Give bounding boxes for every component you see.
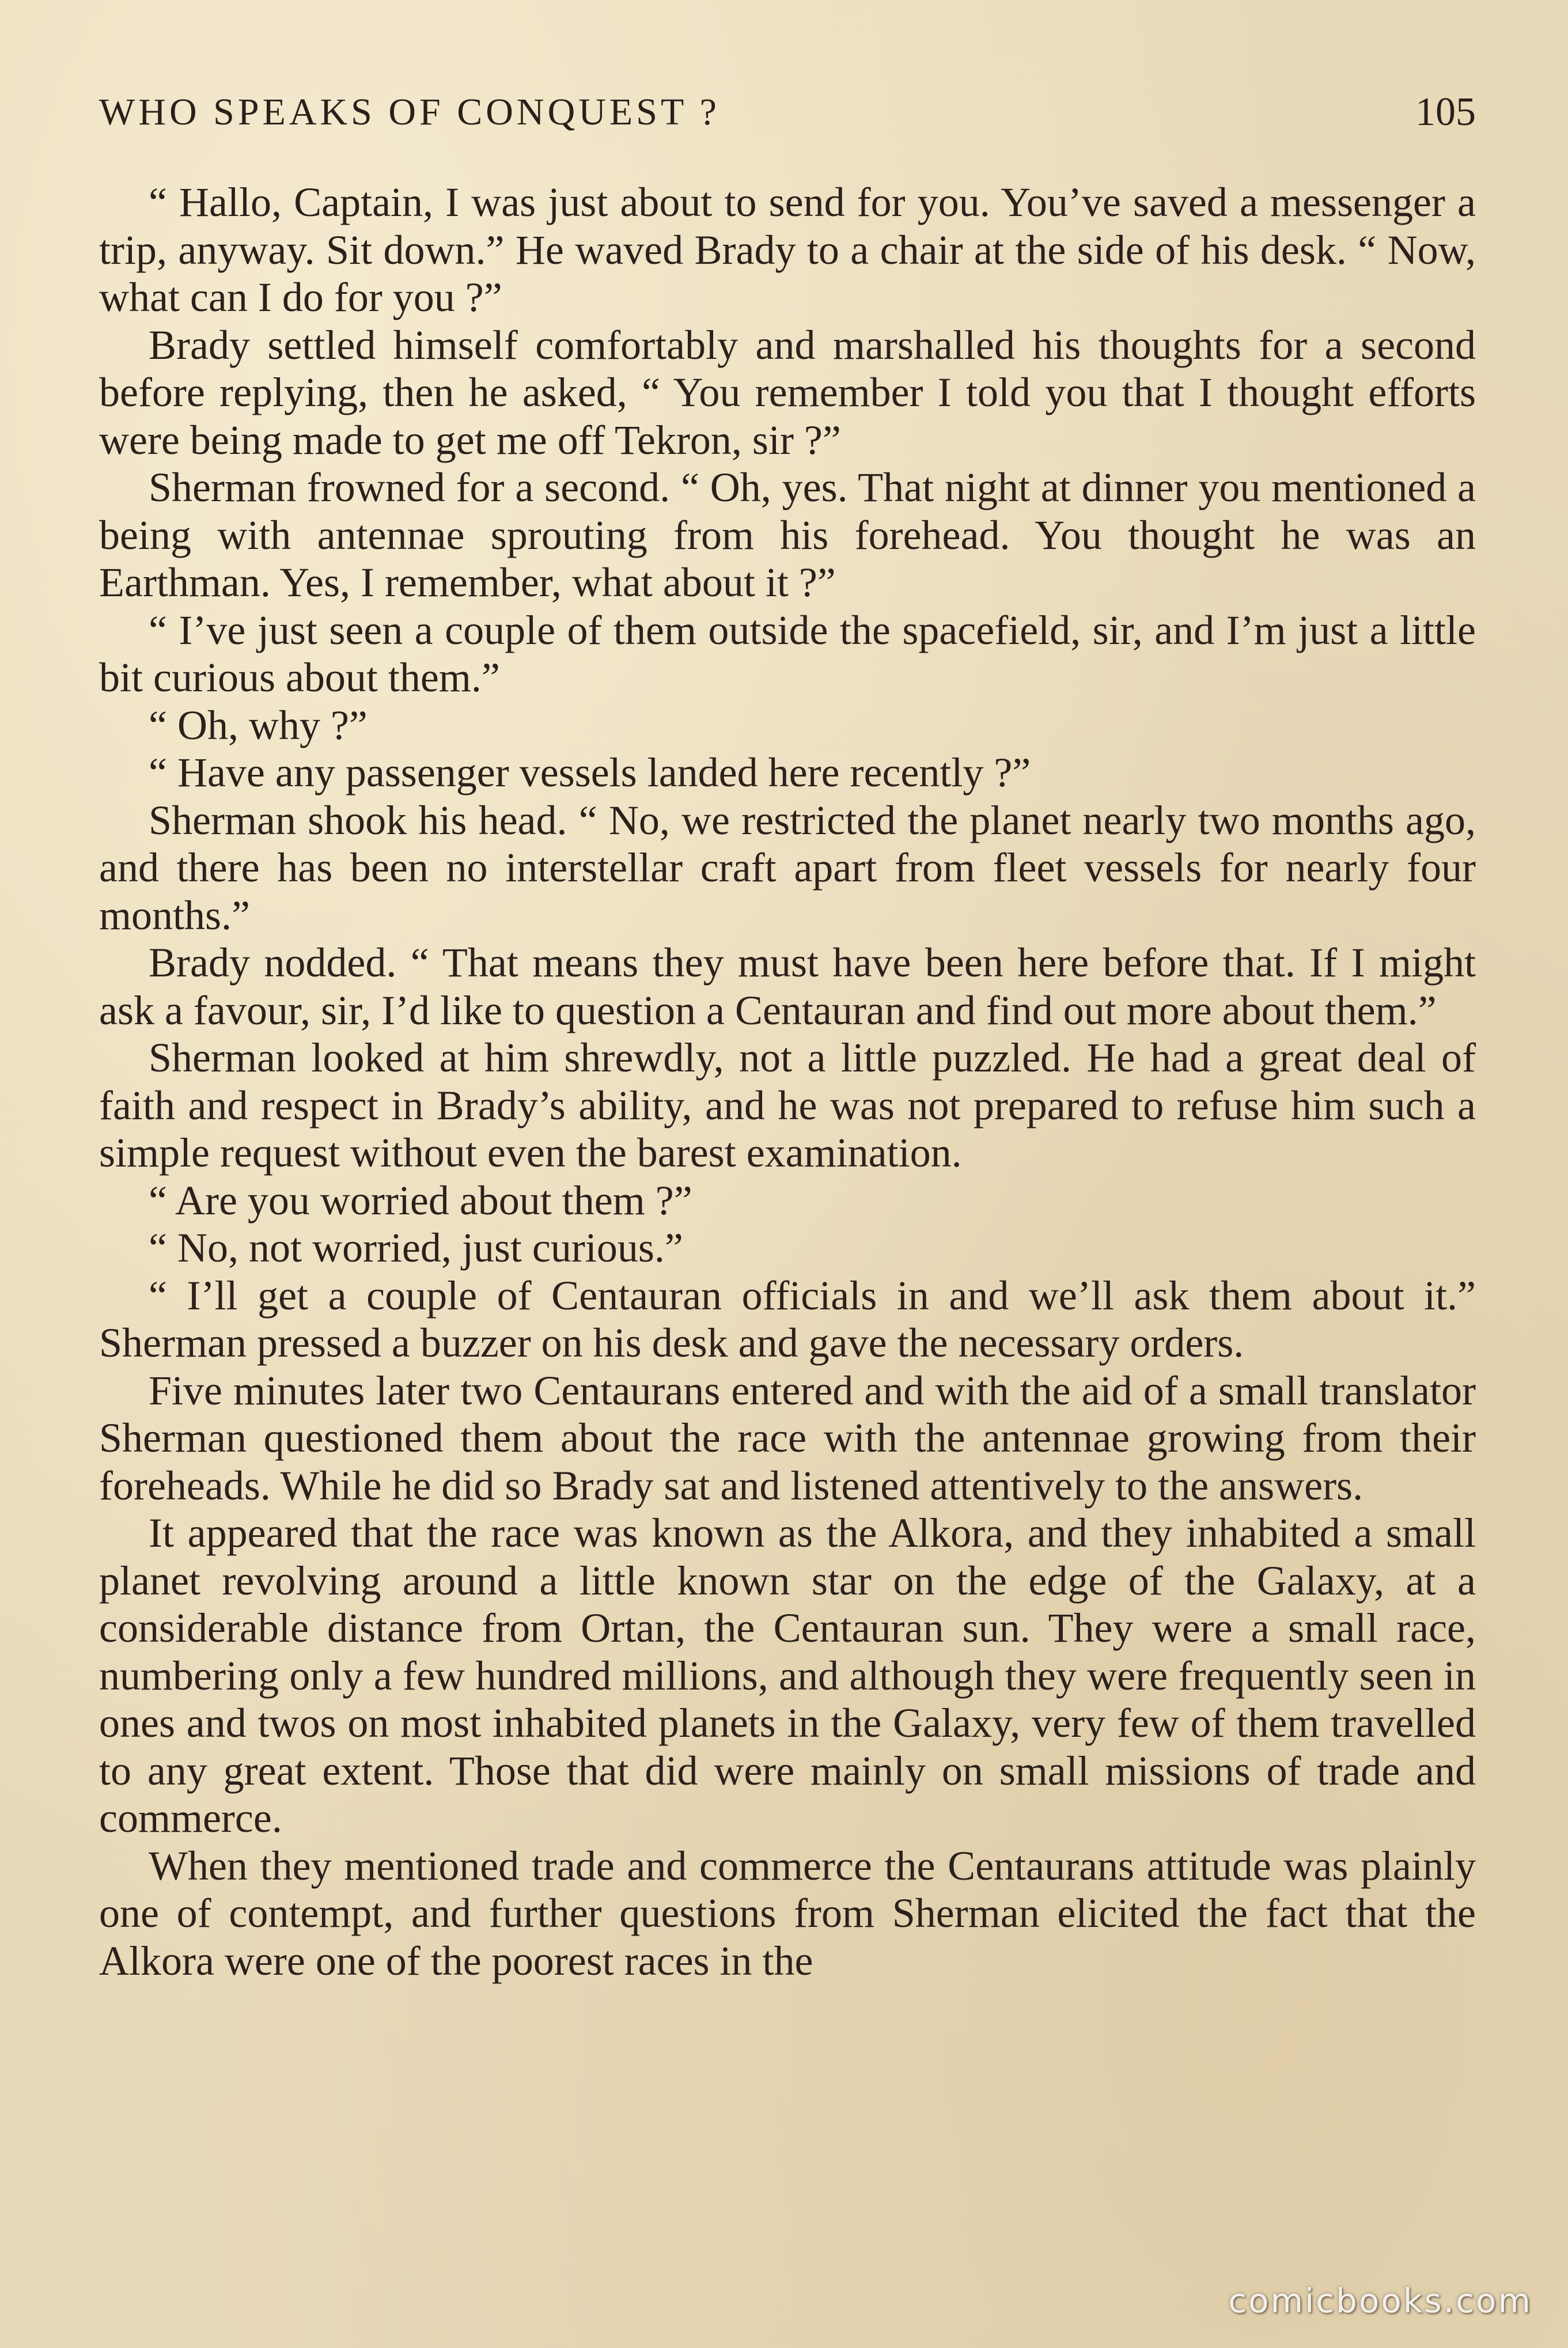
paragraph: “ Hallo, Captain, I was just about to send for you. You’ve saved a messenger a trip, anyway. Sit down.” He waved Brady to a chair at the side of his desk. “ Now, what can I do for you ?”: [99, 179, 1476, 320]
book-page: [99, 86, 1476, 2252]
body-text: [99, 179, 1476, 1985]
paragraph: “ I’ve just seen a couple of them outside the spacefield, sir, and I’m just a little bit curious about them.”: [99, 607, 1476, 700]
paragraph: It appeared that the race was known as the Alkora, and they inhabited a small planet revolving around a little known star on the edge of the Galaxy, at a considerable distance from Ortan, the Centauran sun. They were a small race, numbering only a few hundred millions, and although they were frequently seen in ones and twos on most inhabited planets in the Galaxy, very few of them travelled to any great extent. Those that did were mainly on small missions of trade and commerce.: [99, 1510, 1476, 1841]
paragraph: Brady settled himself comfortably and marshalled his thoughts for a second before replying, then he asked, “ You remember I told you that I thought efforts were being made to get me off Tekron, sir ?”: [99, 321, 1476, 463]
running-head: [99, 86, 1476, 150]
paragraph: “ Oh, why ?”: [149, 702, 368, 748]
paragraph: Brady nodded. “ That means they must have been here before that. If I might ask a favour, sir, I’d like to question a Centauran and find out more about them.”: [99, 940, 1476, 1033]
page-number: 105: [1415, 90, 1476, 134]
paragraph: Sherman looked at him shrewdly, not a little puzzled. He had a great deal of faith and respect in Brady’s ability, and he was not prepared to refuse him such a simple request without even the barest examination.: [99, 1035, 1476, 1176]
paragraph: When they mentioned trade and commerce the Centaurans attitude was plainly one of contempt, and further questions from Sherman elicited the fact that the Alkora were one of the poorest races in the: [99, 1842, 1476, 1984]
watermark: comicbooks.com: [1228, 2281, 1532, 2320]
paragraph: Sherman frowned for a second. “ Oh, yes. That night at dinner you mentioned a being with antennae sprouting from his forehead. You thought he was an Earthman. Yes, I remember, what about it ?”: [99, 464, 1476, 605]
paragraph: “ Have any passenger vessels landed here recently ?”: [149, 749, 1031, 796]
paragraph: “ Are you worried about them ?”: [149, 1177, 692, 1224]
paragraph: Five minutes later two Centaurans entered and with the aid of a small translator Sherman questioned them about the race with the antennae growing from their foreheads. While he did so Brady sat and listened attentively to the answers.: [99, 1367, 1476, 1509]
paragraph: Sherman shook his head. “ No, we restricted the planet nearly two months ago, and there has been no interstellar craft apart from fleet vessels for nearly four months.”: [99, 797, 1476, 938]
paragraph: “ No, not worried, just curious.”: [149, 1225, 683, 1271]
running-head-title: WHO SPEAKS OF CONQUEST ?: [99, 91, 720, 133]
paragraph: “ I’ll get a couple of Centauran officials in and we’ll ask them about it.” Sherman pressed a buzzer on his desk and gave the necessary orders.: [99, 1272, 1476, 1366]
